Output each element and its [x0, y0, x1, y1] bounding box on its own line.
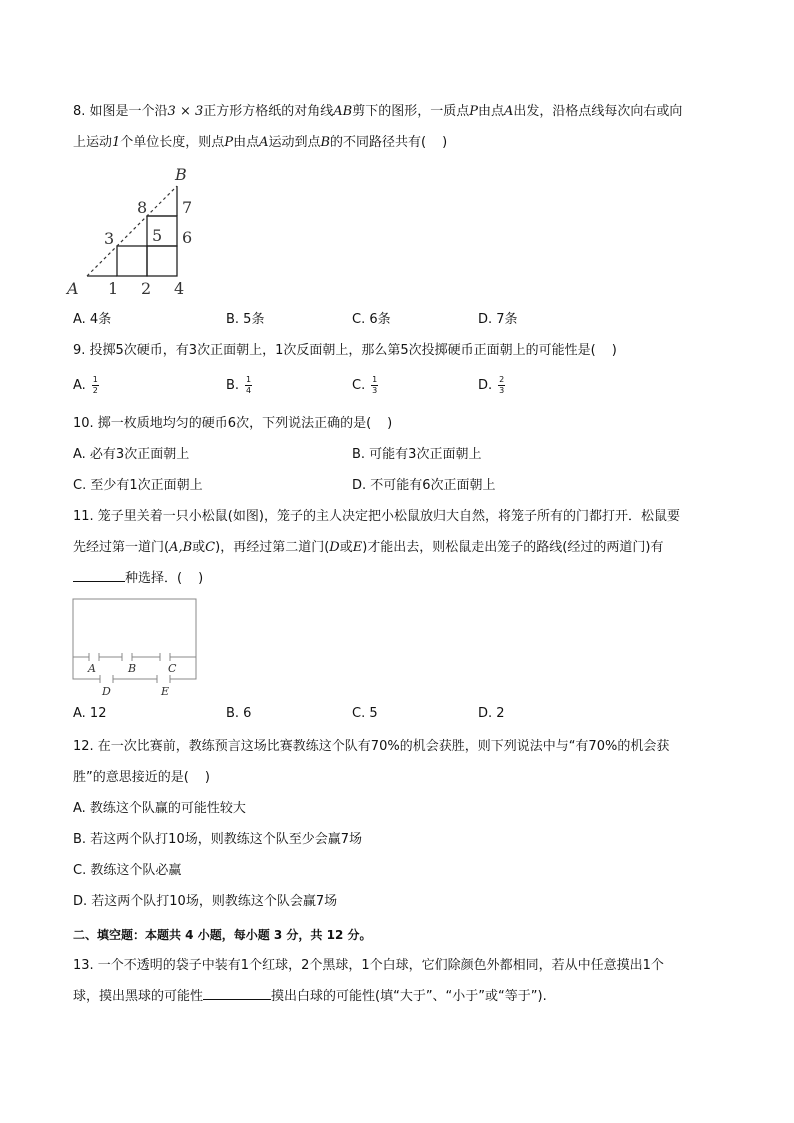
q11-text: 或: [339, 540, 353, 555]
q12-option-a: A. 教练这个队赢的可能性较大: [73, 801, 246, 816]
option-letter: C.: [352, 378, 366, 393]
q8-line1: [73, 103, 682, 121]
q9-option-d: [478, 376, 505, 395]
q10-option-d: D. 不可能有6次正面朝上: [352, 478, 496, 493]
q8-text: 的不同路径共有(: [330, 135, 427, 150]
q8-math: A: [504, 104, 514, 119]
q12-option-d: D. 若这两个队打10场，则教练这个队会赢7场: [73, 894, 338, 909]
numerator: 1: [246, 375, 252, 384]
diagonal-ab: [87, 186, 177, 276]
answer-blank: [203, 999, 271, 1000]
q12-text: 胜”的意思接近的是(: [73, 770, 189, 785]
q9-stem: [73, 342, 617, 360]
q8-option-c: C. 6条: [352, 312, 391, 327]
lattice-count-label: 1: [108, 279, 119, 298]
q9-option-c: [352, 376, 378, 395]
fraction: [371, 376, 378, 395]
q11-text: 种选择．(: [125, 571, 183, 586]
q13-line2: [73, 988, 547, 1006]
q8-lattice-figure: [62, 162, 202, 302]
numerator: 2: [499, 375, 505, 384]
q8-option-a: A. 4条: [73, 312, 112, 327]
cage-wall: [73, 599, 196, 657]
q11-text: )，再经过第二道门(: [215, 540, 330, 555]
grid-cell: [147, 246, 177, 276]
fraction: [498, 376, 505, 395]
numerator: 1: [92, 375, 98, 384]
q8-math: P: [224, 135, 234, 150]
q8-line2: [73, 134, 447, 152]
door-label-c: C: [168, 662, 177, 675]
q8-text: 上运动: [73, 135, 113, 150]
grid-cell: [117, 246, 147, 276]
option-letter: D.: [478, 378, 493, 393]
denominator: 3: [499, 386, 505, 395]
q11-math: C: [205, 540, 216, 555]
section-heading: 二、填空题：本题共 4 小题，每小题 3 分，共 12 分。: [73, 928, 372, 942]
lattice-count-label: 8: [137, 198, 148, 217]
q12-line2: [73, 769, 210, 787]
denominator: 4: [246, 386, 252, 395]
q11-math: E: [352, 540, 363, 555]
option-letter: A.: [73, 378, 86, 393]
q11-option-a: A. 12: [73, 706, 107, 721]
lattice-count-label: 3: [104, 229, 115, 248]
option-letter: B.: [226, 378, 240, 393]
q9-option-a: [73, 376, 99, 395]
q8-text: 8. 如图是一个沿: [73, 104, 168, 119]
q12-option-c: C. 教练这个队必赢: [73, 863, 182, 878]
q8-text: 出发，沿格点线每次向右或向: [513, 104, 683, 119]
q8-text: 运动到点: [268, 135, 321, 150]
q8-option-d: D. 7条: [478, 312, 518, 327]
q8-math: A: [259, 135, 269, 150]
q11-cage-figure: [70, 597, 200, 699]
q11-text: 或: [192, 540, 206, 555]
q8-text: 由点: [477, 104, 504, 119]
lattice-count-label: 5: [152, 226, 163, 245]
q10-text: 10. 掷一枚质地均匀的硬币6次，下列说法正确的是(: [73, 416, 372, 431]
lattice-count-label: 7: [182, 198, 193, 217]
q13-text: 球，摸出黑球的可能性: [73, 989, 204, 1004]
denominator: 3: [372, 386, 378, 395]
q9-text: 9. 投掷5次硬币，有3次正面朝上，1次反面朝上，那么第5次投掷硬币正面朝上的可能性是(: [73, 343, 596, 358]
q8-text: 个单位长度，则点: [120, 135, 225, 150]
q11-math: D: [329, 540, 340, 555]
q8-math: P: [469, 104, 478, 119]
q10-option-b: B. 可能有3次正面朝上: [352, 447, 482, 462]
point-a-label: A: [67, 279, 79, 298]
q9-option-b: [226, 376, 252, 395]
q8-option-b: B. 5条: [226, 312, 265, 327]
q8-math: 1: [112, 135, 121, 150]
q8-text: 由点: [233, 135, 260, 150]
q11-line3: [73, 570, 203, 588]
q13-line1: 13. 一个不透明的袋子中装有1个红球，2个黑球，1个白球，它们除颜色外都相同，若从中任意摸出1个: [73, 958, 664, 973]
q10-stem: [73, 415, 392, 433]
q9-text: ): [611, 343, 617, 358]
answer-blank: [73, 581, 125, 582]
q10-text: ): [387, 416, 393, 431]
q8-math: B: [320, 135, 331, 150]
fraction: [92, 376, 99, 395]
q11-option-d: D. 2: [478, 706, 505, 721]
q12-line1: 12. 在一次比赛前，教练预言这场比赛教练这个队有70%的机会获胜，则下列说法中与“有70%的机会获: [73, 739, 670, 754]
q13-text: 摸出白球的可能性(填“大于”、“小于”或“等于”).: [271, 989, 547, 1004]
q8-math: AB: [333, 104, 353, 119]
denominator: 2: [92, 386, 98, 395]
q8-text: 剪下的图形，一质点: [352, 104, 470, 119]
q11-option-b: B. 6: [226, 706, 252, 721]
q8-text: ): [442, 135, 448, 150]
door-label-e: E: [161, 685, 170, 698]
q8-math: 3 × 3: [167, 104, 204, 119]
lattice-count-label: 4: [174, 279, 185, 298]
fraction: [245, 376, 252, 395]
q11-option-c: C. 5: [352, 706, 378, 721]
door-label-d: D: [102, 685, 111, 698]
q8-text: 正方形方格纸的对角线: [203, 104, 334, 119]
q11-math: A,B: [169, 540, 193, 555]
door-label-b: B: [128, 662, 137, 675]
door-label-a: A: [88, 662, 96, 675]
lattice-count-label: 6: [182, 228, 193, 247]
lattice-count-label: 2: [141, 279, 152, 298]
q10-option-a: A. 必有3次正面朝上: [73, 447, 190, 462]
q12-option-b: B. 若这两个队打10场，则教练这个队至少会赢7场: [73, 832, 362, 847]
q10-option-c: C. 至少有1次正面朝上: [73, 478, 203, 493]
point-b-label: B: [175, 165, 187, 184]
q11-text: )才能出去，则松鼠走出笼子的路线(经过的两道门)有: [362, 540, 664, 555]
q11-line2: [73, 539, 663, 557]
q11-line1: 11. 笼子里关着一只小松鼠(如图)，笼子的主人决定把小松鼠放归大自然，将笼子所有的门都打开．松鼠要: [73, 509, 680, 524]
q11-text: ): [198, 571, 204, 586]
numerator: 1: [372, 375, 378, 384]
q12-text: ): [204, 770, 210, 785]
q11-text: 先经过第一道门(: [73, 540, 170, 555]
